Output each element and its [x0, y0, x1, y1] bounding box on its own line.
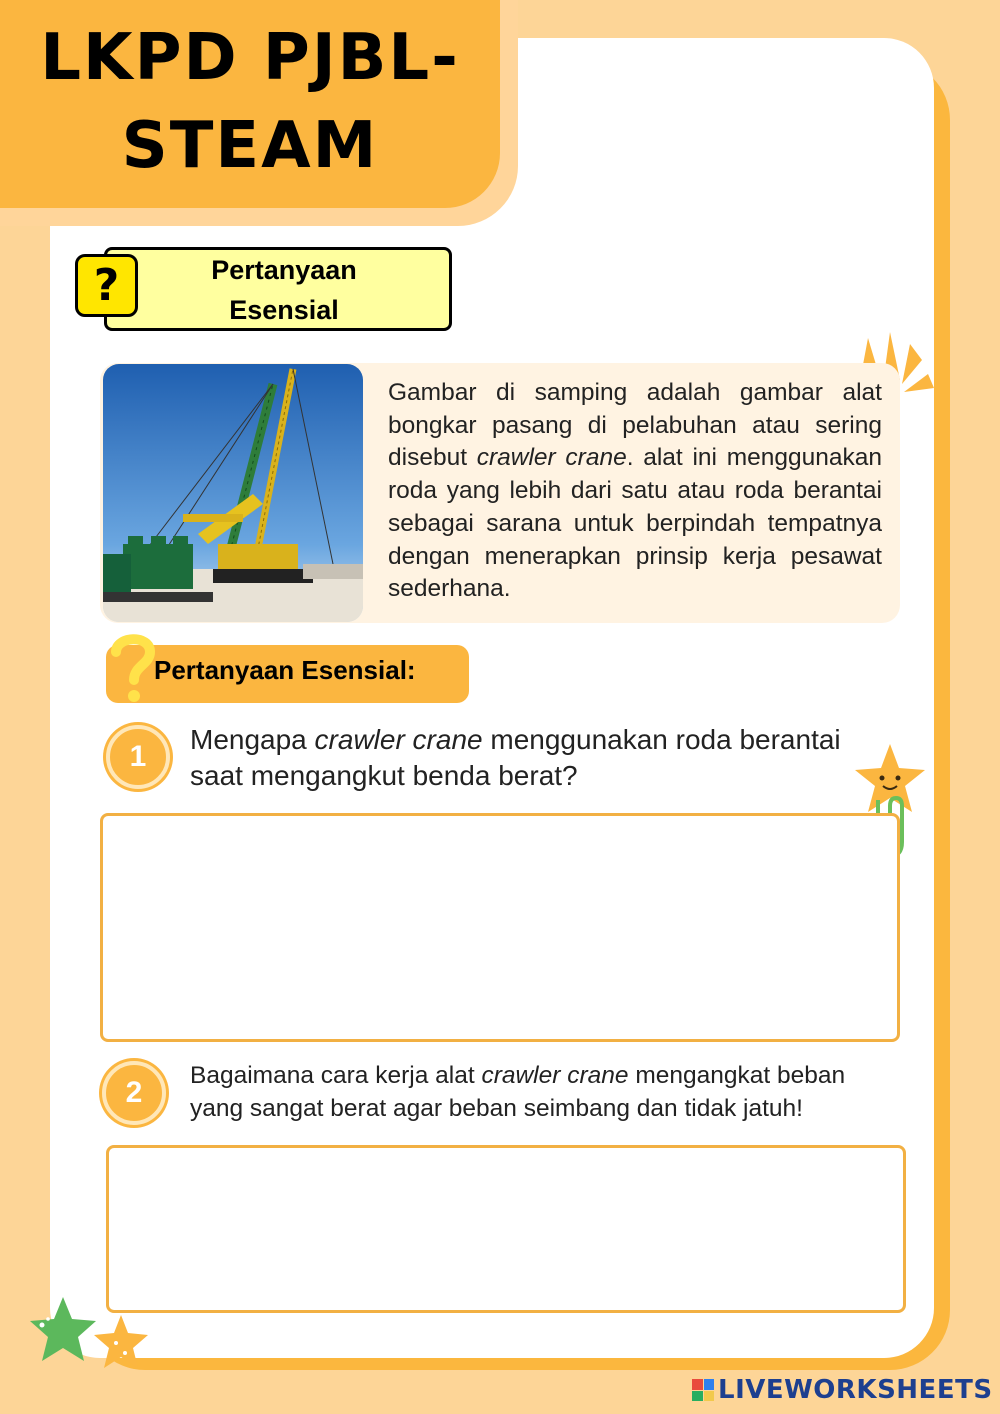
question-1-text — [190, 722, 880, 794]
green-star-icon — [28, 1295, 98, 1365]
question-2-text — [190, 1059, 890, 1125]
section-label: Pertanyaan Esensial: — [154, 655, 416, 685]
liveworksheets-logo-icon — [692, 1379, 714, 1401]
question-2-after: mengangkat beban yang sangat berat agar beban seimbang dan tidak jatuh! — [190, 1062, 846, 1122]
question-2-italic: crawler crane — [481, 1062, 629, 1089]
intro-paragraph — [388, 377, 882, 606]
page-title — [0, 14, 500, 190]
answer-field-1[interactable] — [100, 813, 900, 1042]
answer-field-2[interactable] — [106, 1145, 906, 1313]
brand-text: LIVEWORKSHEETS — [718, 1375, 993, 1405]
liveworksheets-logo — [692, 1372, 993, 1408]
orange-star-icon — [92, 1313, 150, 1371]
essential-question-box — [104, 247, 452, 331]
essential-label-line-2: Esensial — [229, 295, 339, 325]
question-number-2-text: 2 — [125, 1076, 143, 1109]
crawler-crane-image — [103, 364, 363, 622]
question-1-before: Mengapa — [190, 724, 315, 755]
title-line-1: LKPD PJBL- — [40, 21, 460, 95]
intro-text-part1: Gambar di samping adalah gambar alat bongkar pasang di pelabuhan atau sering disebut — [388, 379, 882, 472]
question-mark-glyph: ? — [93, 260, 120, 311]
yellow-question-mark-icon — [108, 632, 158, 704]
question-1-italic: crawler crane — [314, 724, 483, 755]
question-number-1-text: 1 — [129, 740, 147, 773]
question-2-before: Bagaimana cara kerja alat — [190, 1062, 482, 1089]
question-1-after: menggunakan roda berantai saat mengangkut benda berat? — [190, 724, 841, 791]
question-number-2 — [102, 1061, 166, 1125]
question-mark-icon — [75, 254, 138, 317]
essential-label-line-1: Pertanyaan — [211, 255, 357, 285]
intro-text-italic: crawler crane — [476, 444, 627, 472]
title-line-2: STEAM — [121, 109, 379, 183]
intro-text-part2: . alat ini menggunakan roda yang lebih dari satu atau roda berantai sebagai sarana untuk berpindah tempatnya dengan menerapkan prinsip kerja pesawat sederhana. — [388, 444, 882, 603]
question-number-1 — [106, 725, 170, 789]
